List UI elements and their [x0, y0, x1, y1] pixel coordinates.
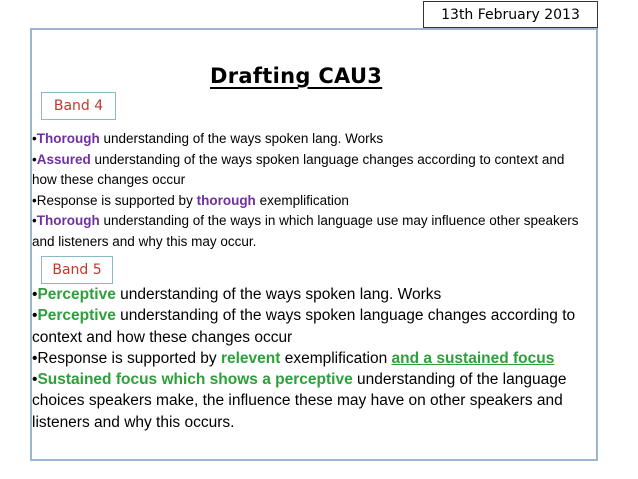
band-4-bullet-2: •Assured understanding of the ways spoken language changes according to context and how these changes occur	[32, 151, 565, 187]
band-4-label: Band 4	[41, 92, 116, 120]
band-5-label: Band 5	[41, 256, 113, 284]
band-5-bullet-4: •Sustained focus which shows a perceptive understanding of the language choices speakers make, the influence these may have on other speakers and listeners and why this occurs.	[32, 371, 567, 431]
band-4-bullet-1: •Thorough understanding of the ways spoken lang. Works	[32, 131, 384, 146]
band-5-bullet-1: •Perceptive understanding of the ways spoken lang. Works	[32, 286, 442, 303]
band-5-bullet-3: •Response is supported by relevent exemplification and a sustained focus	[32, 349, 555, 367]
date-box: 13th February 2013	[423, 1, 598, 28]
band-5-criteria	[32, 284, 598, 433]
band-4-criteria	[32, 129, 592, 252]
band-4-bullet-4: •Thorough understanding of the ways in which language use may influence other speakers and listeners and why this may occur.	[32, 213, 579, 249]
page-title: Drafting CAU3	[210, 64, 383, 88]
band-4-bullet-3: •Response is supported by thorough exemplification	[32, 192, 349, 208]
band-5-bullet-2: •Perceptive understanding of the ways spoken language changes according to context and how these changes occur	[32, 307, 576, 346]
